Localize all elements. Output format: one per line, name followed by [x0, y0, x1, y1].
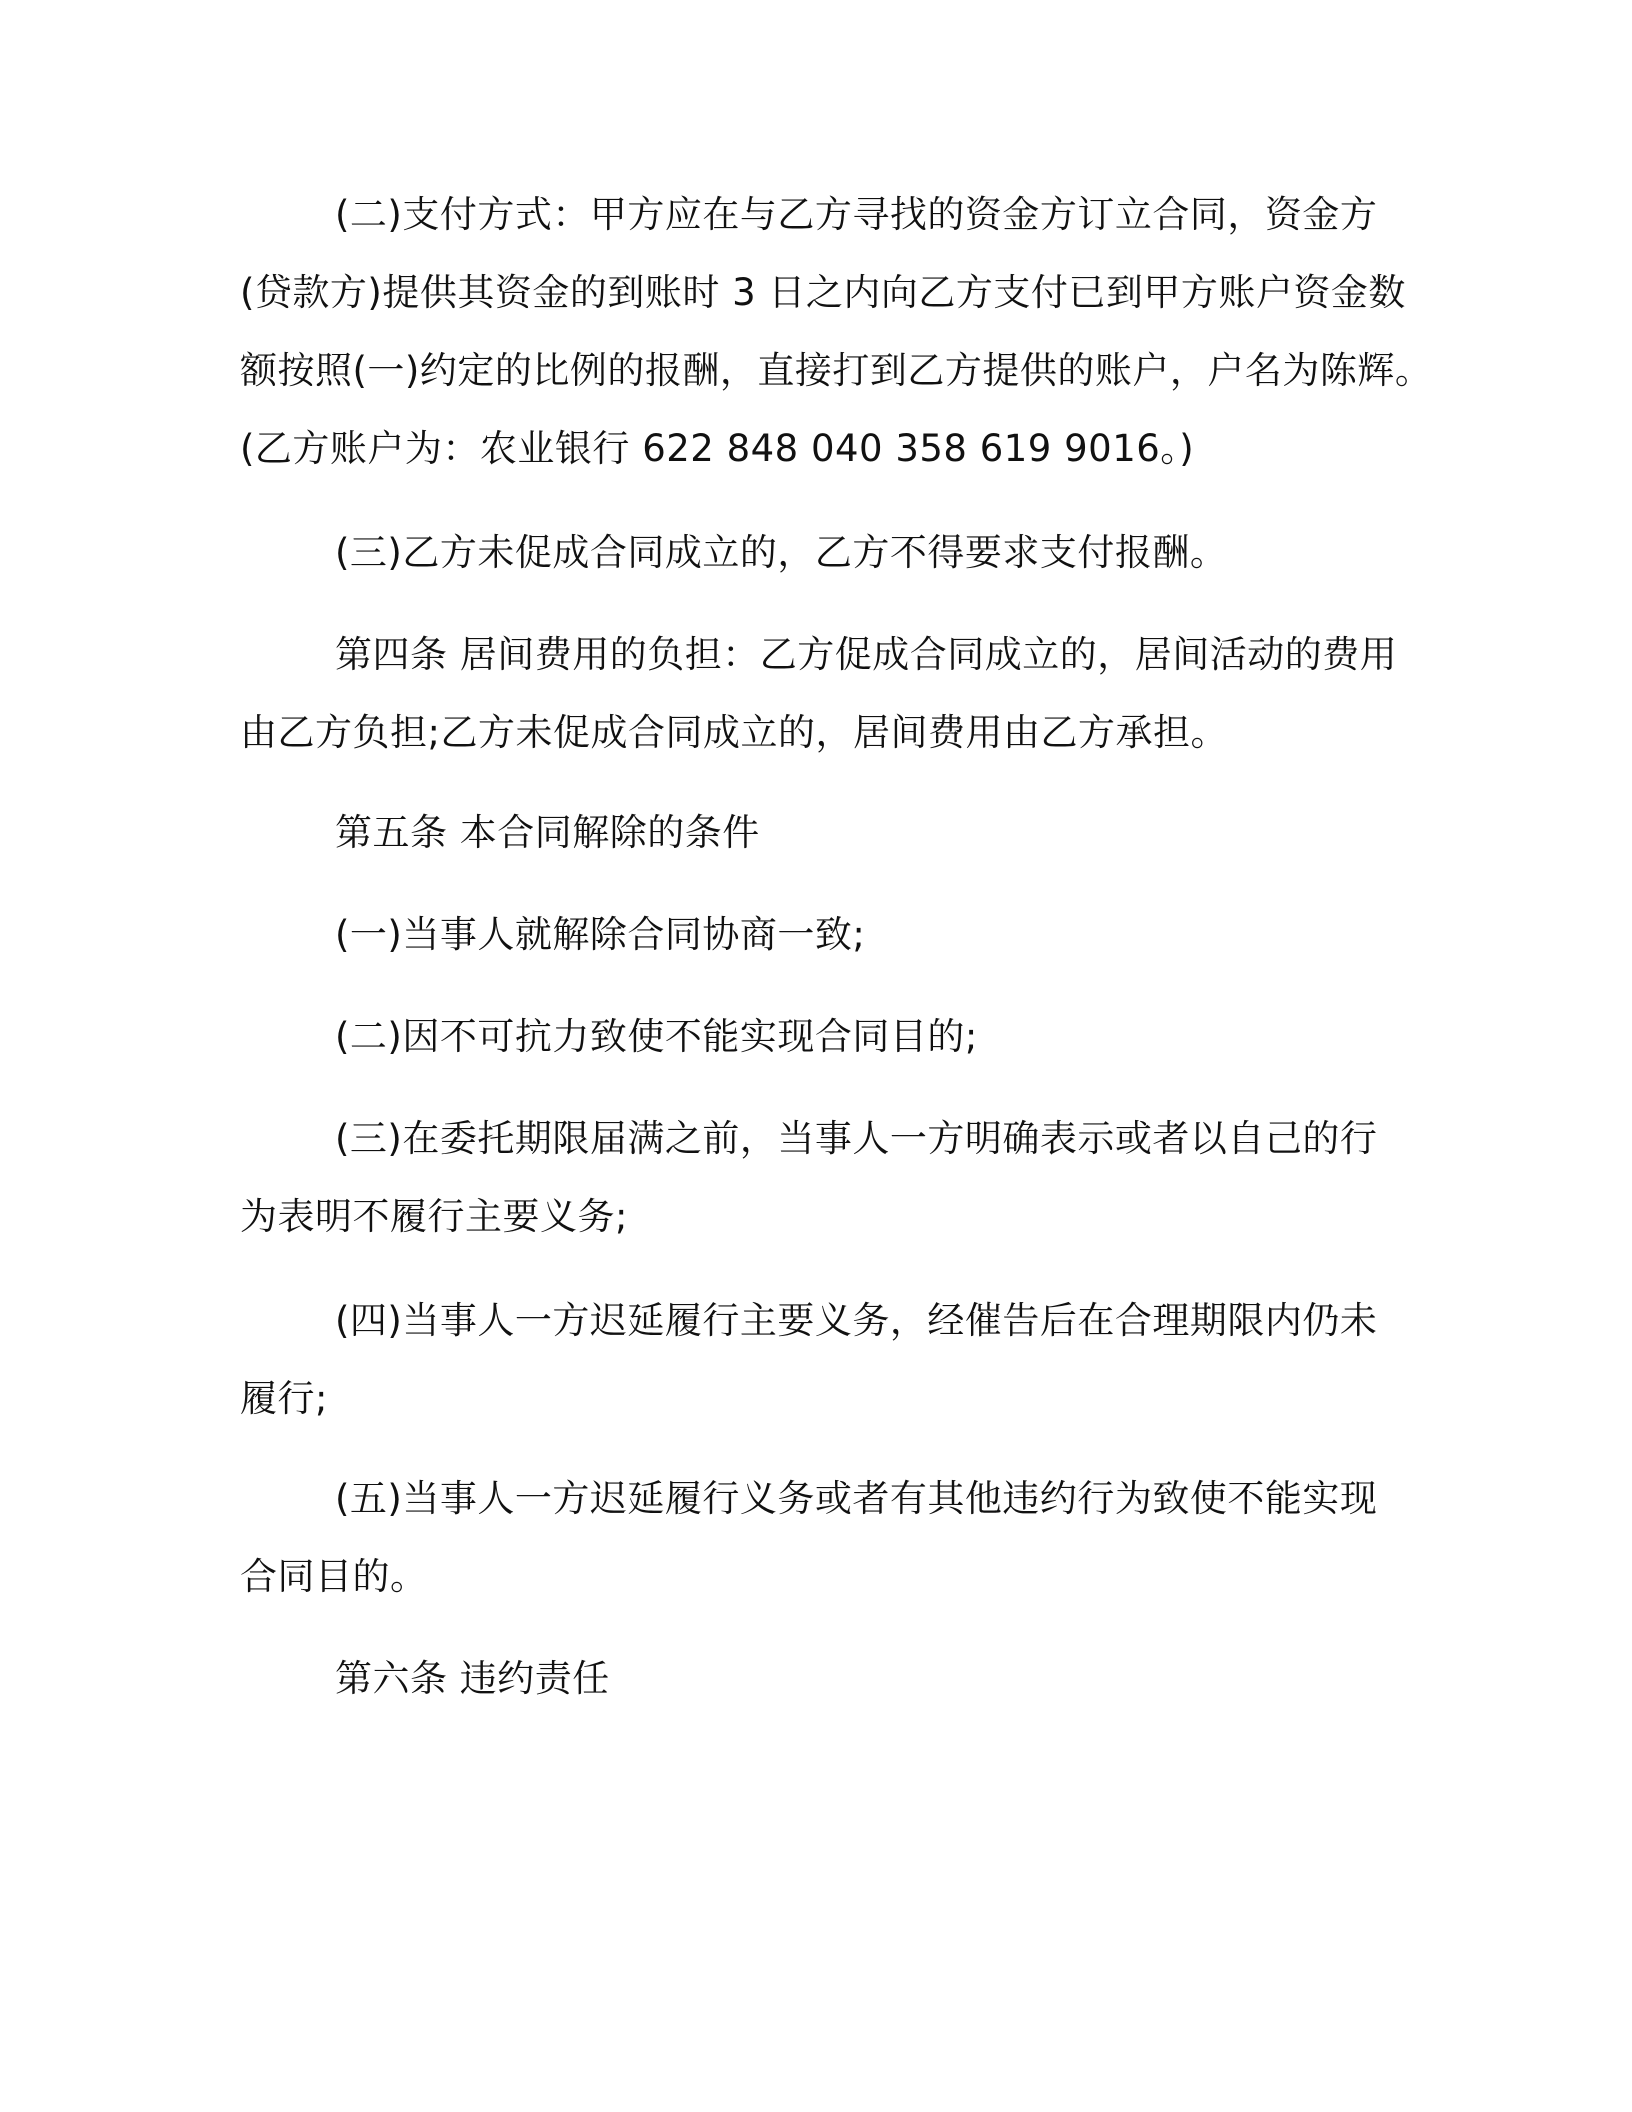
- text-line: (乙方账户为：农业银行 622 848 040 358 619 9016。): [240, 427, 1195, 470]
- text-line: (五)当事人一方迟延履行义务或者有其他违约行为致使不能实现: [335, 1477, 1378, 1520]
- text-line: 第六条 违约责任: [335, 1657, 610, 1700]
- article-5-heading: [240, 794, 1400, 872]
- text-line: (三)乙方未促成合同成立的，乙方不得要求支付报酬。: [335, 531, 1228, 574]
- text-line: (三)在委托期限届满之前，当事人一方明确表示或者以自己的行: [335, 1117, 1378, 1160]
- paragraph-no-contract-no-pay: [240, 514, 1400, 592]
- article-4-expense-burden: [240, 616, 1400, 772]
- text-line: (二)支付方式：甲方应在与乙方寻找的资金方订立合同，资金方: [335, 193, 1378, 236]
- termination-item-4: [240, 1282, 1400, 1438]
- text-line: 第四条 居间费用的负担：乙方促成合同成立的，居间活动的费用: [335, 633, 1398, 676]
- text-line: 由乙方负担;乙方未促成合同成立的，居间费用由乙方承担。: [240, 711, 1228, 754]
- text-line: 额按照(一)约定的比例的报酬，直接打到乙方提供的账户，户名为陈辉。: [240, 349, 1433, 392]
- text-line: (四)当事人一方迟延履行主要义务，经催告后在合理期限内仍未: [335, 1299, 1378, 1342]
- termination-item-3: [240, 1100, 1400, 1256]
- termination-item-5: [240, 1460, 1400, 1616]
- text-line: (一)当事人就解除合同协商一致;: [335, 913, 866, 956]
- text-line: 为表明不履行主要义务;: [240, 1195, 628, 1238]
- text-line: 履行;: [240, 1377, 328, 1420]
- text-line: 合同目的。: [240, 1555, 428, 1598]
- text-line: 第五条 本合同解除的条件: [335, 811, 760, 854]
- termination-item-1: [240, 896, 1400, 974]
- termination-item-2: [240, 998, 1400, 1076]
- text-line: (贷款方)提供其资金的到账时 3 日之内向乙方支付已到甲方账户资金数: [240, 271, 1406, 314]
- article-6-heading: [240, 1640, 1400, 1718]
- text-line: (二)因不可抗力致使不能实现合同目的;: [335, 1015, 978, 1058]
- paragraph-payment-method: [240, 176, 1433, 488]
